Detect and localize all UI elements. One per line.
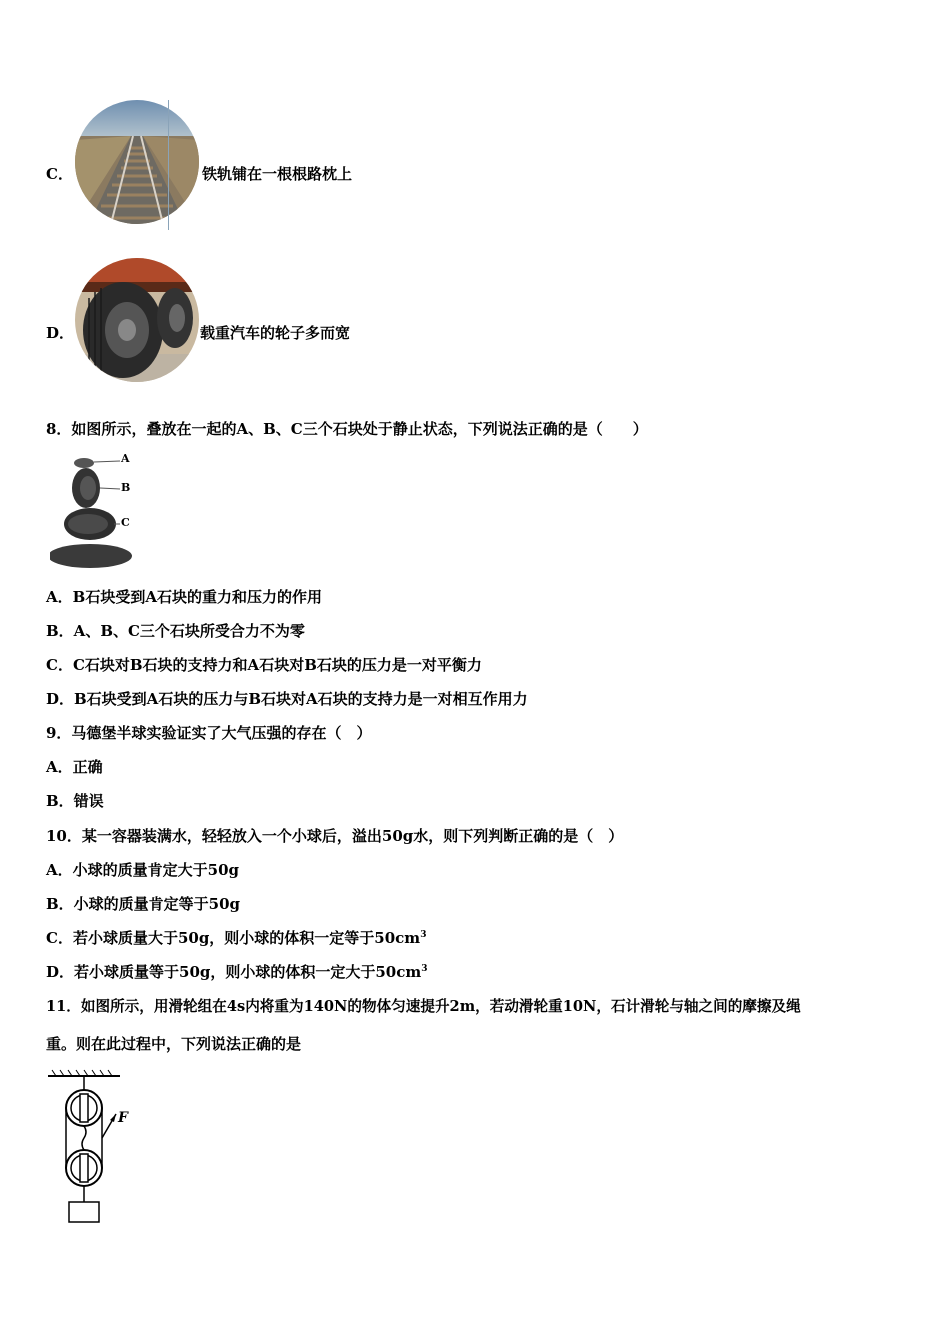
image-edge-line <box>168 100 169 230</box>
q9-stem: 9．马德堡半球实验证实了大气压强的存在（ ） <box>46 724 372 742</box>
q10-stem: 10．某一容器装满水，轻轻放入一个小球后，溢出50g水，则下列判断正确的是（ ） <box>46 827 624 845</box>
option-c-letter: C． <box>46 165 73 183</box>
figure-label-b: B <box>121 481 131 494</box>
q10-option-a: A．小球的质量肯定大于50g <box>46 861 240 879</box>
pulley-system-figure <box>44 1068 144 1228</box>
figure-label-a: A <box>121 452 130 465</box>
railway-track-photo-icon <box>75 100 199 224</box>
q8-option-c: C．C石块对B石块的支持力和A石块对B石块的压力是一对平衡力 <box>46 656 482 674</box>
q8-stem: 8．如图所示，叠放在一起的A、B、C三个石块处于静止状态，下列说法正确的是（ ） <box>46 420 648 438</box>
q8-option-a: A．B石块受到A石块的重力和压力的作用 <box>46 588 322 606</box>
option-d-letter: D． <box>46 324 75 342</box>
q8-option-d: D．B石块受到A石块的压力与B石块对A石块的支持力是一对相互作用力 <box>46 690 528 708</box>
q10-option-c-text: C．若小球质量大于50g，则小球的体积一定等于50cm <box>46 929 421 947</box>
figure-label-c: C <box>121 516 130 529</box>
superscript-3: 3 <box>420 930 427 940</box>
q9-option-a: A．正确 <box>46 758 103 776</box>
q10-option-d-text: D．若小球质量等于50g，则小球的体积一定大于50cm <box>46 963 422 981</box>
q10-option-b: B．小球的质量肯定等于50g <box>46 895 241 913</box>
q10-option-d <box>46 962 428 982</box>
stacked-stones-figure <box>50 452 134 570</box>
q8-option-b: B．A、B、C三个石块所受合力不为零 <box>46 622 305 640</box>
q11-stem-line1: 11．如图所示，用滑轮组在4s内将重为140N的物体匀速提升2m，若动滑轮重10N，石计滑轮与轴之间的摩擦及绳 <box>46 998 801 1015</box>
q11-stem-line2: 重。则在此过程中，下列说法正确的是 <box>46 1035 302 1053</box>
option-c-text: 铁轨铺在一根根路枕上 <box>202 165 353 183</box>
superscript-3: 3 <box>421 964 428 974</box>
q9-option-b: B．错误 <box>46 792 104 810</box>
q10-option-c <box>46 928 426 948</box>
option-d-text: 载重汽车的轮子多而宽 <box>200 324 351 342</box>
force-label: F <box>118 1110 128 1126</box>
truck-wheels-photo-icon <box>75 258 199 382</box>
